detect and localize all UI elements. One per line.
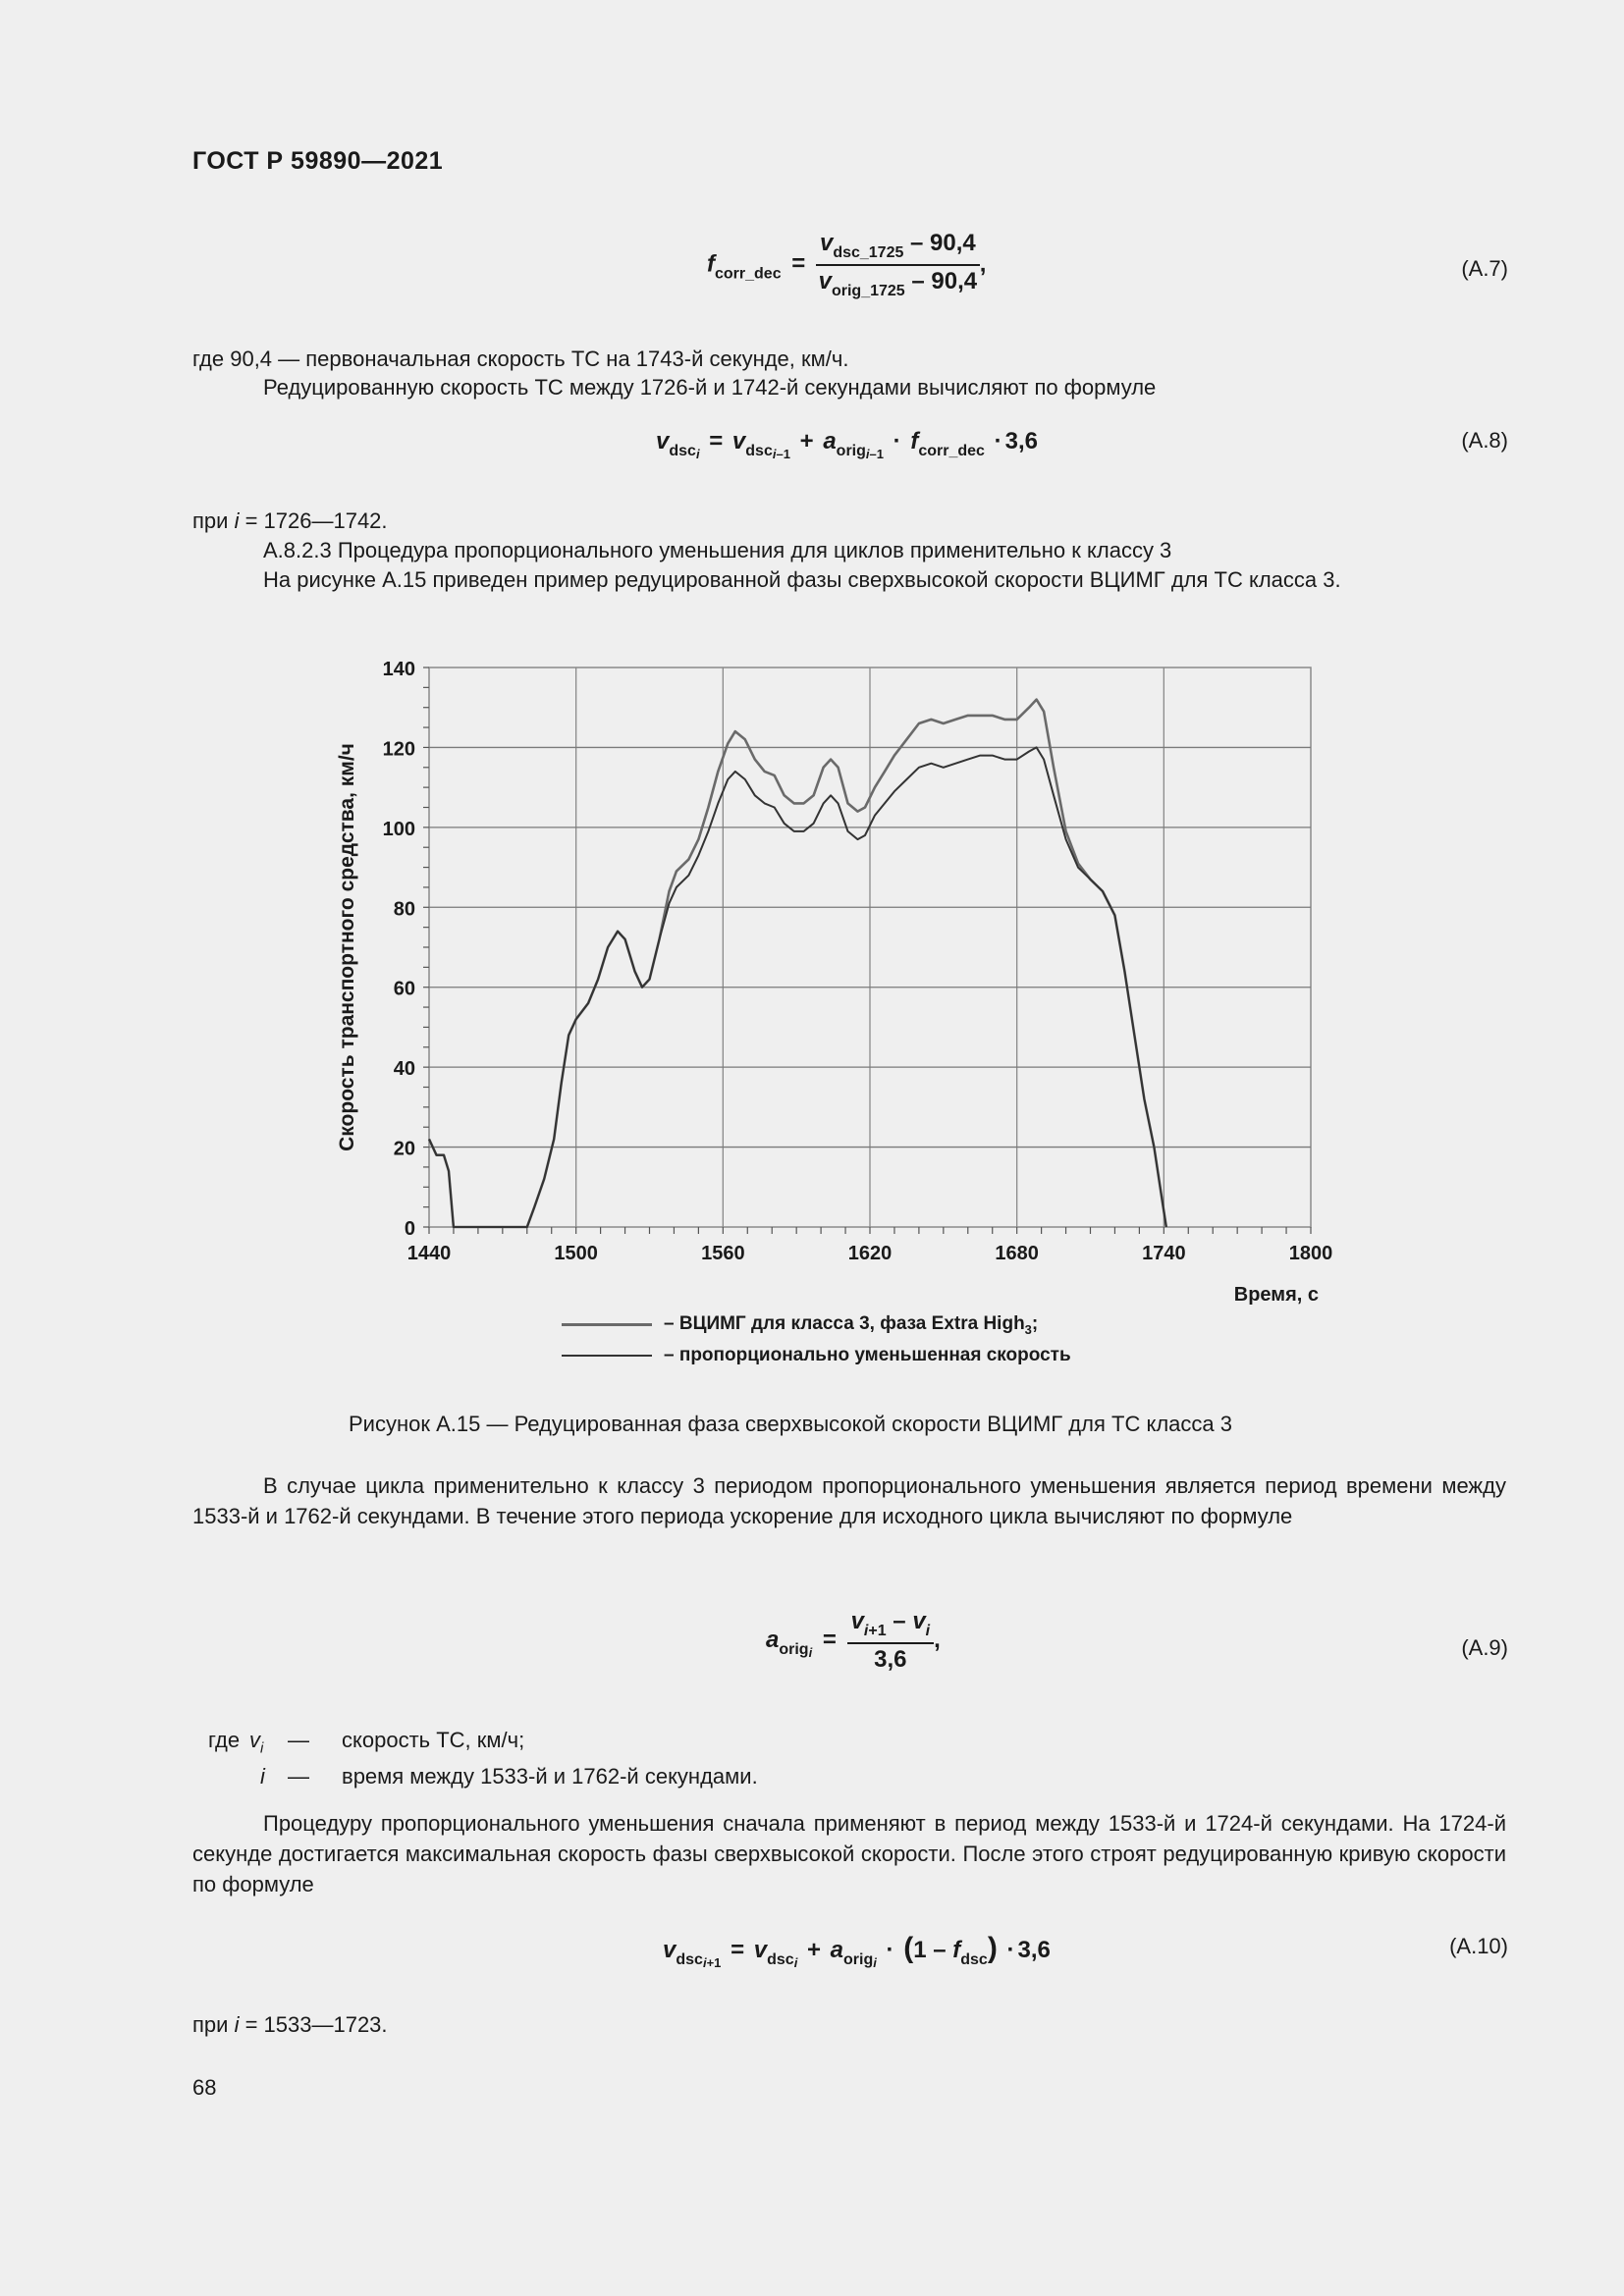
chart-axes — [383, 659, 1333, 1264]
x-tick-label: 1620 — [847, 1243, 893, 1264]
paragraph-procedure: Процедуру пропорционального уменьшения сначала применяют в период между 1533-й и 1724-й секундами. На 1724-й секунде достигается максимальная скорость фазы сверхвысокой скорости. После этого строят редуцированную кривую скорости по формуле — [192, 1811, 1506, 1896]
legend-item-original — [562, 1313, 1071, 1337]
y-tick-label: 120 — [382, 738, 415, 761]
x-tick-label: 1800 — [1288, 1243, 1333, 1264]
equation-a8: $v_{dsc_i} = v_{dsc_{i-1}} + a_{orig_{i-1}} \cdot f_{corr\_dec} \cdot 3,6$ — [656, 428, 1038, 461]
chart-grid — [429, 667, 1311, 1227]
equation-a10: $v_{dsc_{i+1}} = v_{dsc_i} + a_{orig_i} \cdot (1 - f_{dsc}) \cdot 3,6$ — [663, 1932, 1051, 1970]
paragraph-class3-period: В случае цикла применительно к классу 3 периодом пропорционального уменьшения является период времени между 1533-й и 1762-й секундами. В течение этого периода ускорение для исходного цикла вычисляют по формуле — [192, 1473, 1506, 1528]
legend-label-original: – ВЦИМГ для класса 3, фаза Extra High$_3$; — [664, 1313, 1039, 1337]
legend-line-original — [562, 1323, 652, 1326]
legend-line-reduced — [562, 1355, 652, 1357]
y-tick-label: 140 — [382, 659, 415, 680]
equation-a7: $f_{corr\_dec}$ = $\frac{v_{dsc\_1725} - 90,4}{v_{orig\_1725} - 90,4}$ , — [707, 230, 987, 299]
where-dash-1: — — [288, 1728, 309, 1752]
where-text-2: время между 1533-й и 1762-й секундами. — [342, 1764, 758, 1789]
equation-number-a7: (А.7) — [1461, 256, 1508, 281]
equation-number-a10: (А.10) — [1449, 1934, 1508, 1958]
figure-caption: Рисунок А.15 — Редуцированная фаза сверхвысокой скорости ВЦИМГ для ТС класса 3 — [349, 1412, 1232, 1436]
text-for-i-range-2: при i = 1533—1723. — [192, 2012, 388, 2037]
y-tick-label: 80 — [393, 898, 415, 921]
y-tick-label: 40 — [393, 1058, 415, 1081]
document-header: ГОСТ Р 59890—2021 — [192, 147, 444, 175]
figure-a15-chart — [324, 648, 1345, 1325]
y-axis-label: Скорость транспортного средства, км/ч — [336, 743, 358, 1151]
chart-series — [429, 700, 1166, 1227]
text-figure-reference: На рисунке А.15 приведен пример редуцированной фазы сверхвысокой скорости ВЦИМГ для ТС класса 3. — [263, 567, 1341, 592]
where-symbol-i: i — [260, 1764, 265, 1789]
where-symbol-v: $v_i$ — [249, 1728, 264, 1757]
y-tick-label: 60 — [393, 978, 415, 1000]
where-text-1: скорость ТС, км/ч; — [342, 1728, 525, 1752]
page-number: 68 — [192, 2075, 217, 2100]
x-tick-label: 1500 — [554, 1243, 598, 1264]
y-tick-label: 100 — [382, 818, 415, 840]
equation-number-a8: (А.8) — [1461, 428, 1508, 453]
section-heading-a823: А.8.2.3 Процедура пропорционального уменьшения для циклов применительно к классу 3 — [263, 538, 1172, 562]
text-reduced-speed-formula: Редуцированную скорость ТС между 1726-й и 1742-й секундами вычисляют по формуле — [263, 375, 1157, 400]
text-for-i-range-1: при i = 1726—1742. — [192, 508, 388, 533]
x-tick-label: 1560 — [701, 1243, 745, 1264]
equation-a9: $a_{orig_i}$ = $\frac{v_{i+1} - v_i}{3,6}$ , — [766, 1608, 941, 1673]
series-line-original — [429, 700, 1166, 1227]
where-dash-2: — — [288, 1764, 309, 1789]
chart-legend — [562, 1313, 1071, 1366]
x-tick-label: 1680 — [995, 1243, 1039, 1264]
speed-chart-svg — [324, 648, 1345, 1325]
text-where-90-4: где 90,4 — первоначальная скорость ТС на 1743-й секунде, км/ч. — [192, 347, 849, 371]
y-tick-label: 0 — [404, 1218, 415, 1240]
legend-label-reduced: – пропорционально уменьшенная скорость — [664, 1344, 1071, 1365]
y-tick-label: 20 — [393, 1138, 415, 1160]
legend-item-reduced — [562, 1345, 1071, 1366]
where-label: где — [208, 1728, 241, 1752]
x-axis-label: Время, с — [1233, 1284, 1319, 1306]
x-tick-label: 1440 — [406, 1243, 452, 1264]
equation-number-a9: (А.9) — [1461, 1635, 1508, 1660]
x-tick-label: 1740 — [1142, 1243, 1186, 1264]
